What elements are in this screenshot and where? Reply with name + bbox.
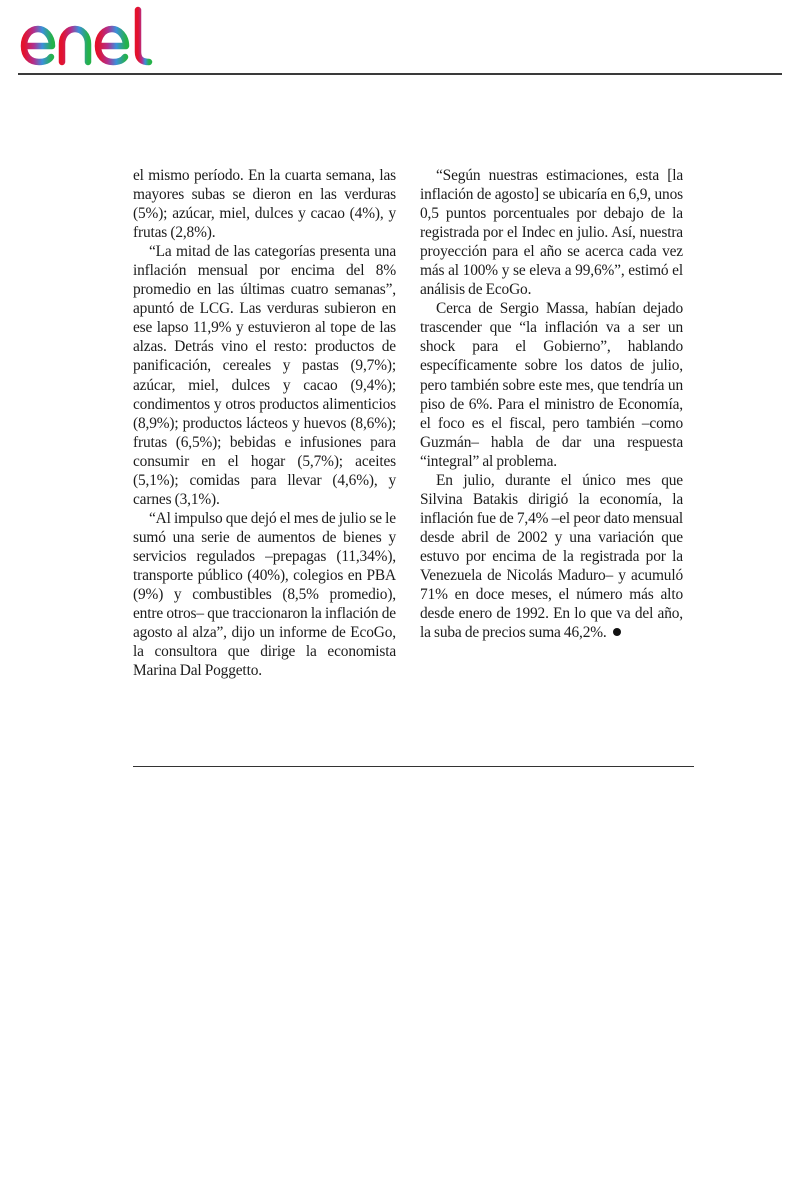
article-paragraph: “La mitad de las categorías presenta una inflación mensual por encima del 8% promedio en las últimas cuatro semanas”, apuntó de LCG. Las verduras subieron en ese lapso 11,9% y estuvieron al tope de las alzas. Detrás vino el resto: productos de panificación, cereales y pastas (9,7%); azúcar, miel, dulces y cacao (9,4%); condimentos y otros productos alimenticios (8,9%); productos lácteos y huevos (8,6%); frutas (6,5%); bebidas e infusiones para consumir en el hogar (5,7%); aceites (5,1%); comidas para llevar (4,6%), y carnes (3,1%). xyxy=(133,243,396,508)
article-bottom-rule xyxy=(133,766,694,767)
article-paragraph: “Al impulso que dejó el mes de julio se le sumó una serie de aumentos de bienes y servicios regulados –prepagas (11,34%), transporte público (40%), colegios en PBA (9%) y combustibles (8,5% promedio), entre otros– que traccionaron la inflación de agosto al alza”, dijo un informe de EcoGo, la consultora que dirige la economista Marina Dal Poggetto. xyxy=(133,509,396,680)
article-paragraph: Cerca de Sergio Massa, habían dejado trascender que “la inflación va a ser un shock para el Gobierno”, hablando específicamente sobre los datos de julio, pero también sobre este mes, que tendría un piso de 6%. Para el ministro de Economía, el foco es el fiscal, pero también –como Guzmán– habla de dar una respuesta “integral” al problema. xyxy=(420,300,683,470)
enel-logo xyxy=(18,4,168,68)
end-of-article-icon xyxy=(613,628,621,636)
page-header xyxy=(0,0,800,76)
article-column-left xyxy=(133,166,396,680)
article-paragraph-last xyxy=(420,471,683,642)
article-paragraph: el mismo período. En la cuarta semana, las mayores subas se dieron en las verduras (5%); azúcar, miel, dulces y cacao (4%), y frutas (2,8%). xyxy=(133,167,396,242)
article-paragraph: “Según nuestras estimaciones, esta [la inflación de agosto] se ubicaría en 6,9, unos 0,5 puntos porcentuales por debajo de la registrada por el Indec en julio. Así, nuestra proyección para el año se acerca cada vez más al 100% y se eleva a 99,6%”, estimó el análisis de EcoGo. xyxy=(420,167,683,299)
article-paragraph-text: En julio, durante el único mes que Silvina Batakis dirigió la economía, la inflación fue de 7,4% –el peor dato mensual desde abril de 2002 y una variación que estuvo por encima de la registrada por la Venezuela de Nicolás Maduro– y acumuló 71% en doce meses, el número más alto desde enero de 1992. En lo que va del año, la suba de precios suma 46,2%. xyxy=(420,471,683,642)
header-rule xyxy=(18,73,782,75)
article-column-right xyxy=(420,166,683,642)
